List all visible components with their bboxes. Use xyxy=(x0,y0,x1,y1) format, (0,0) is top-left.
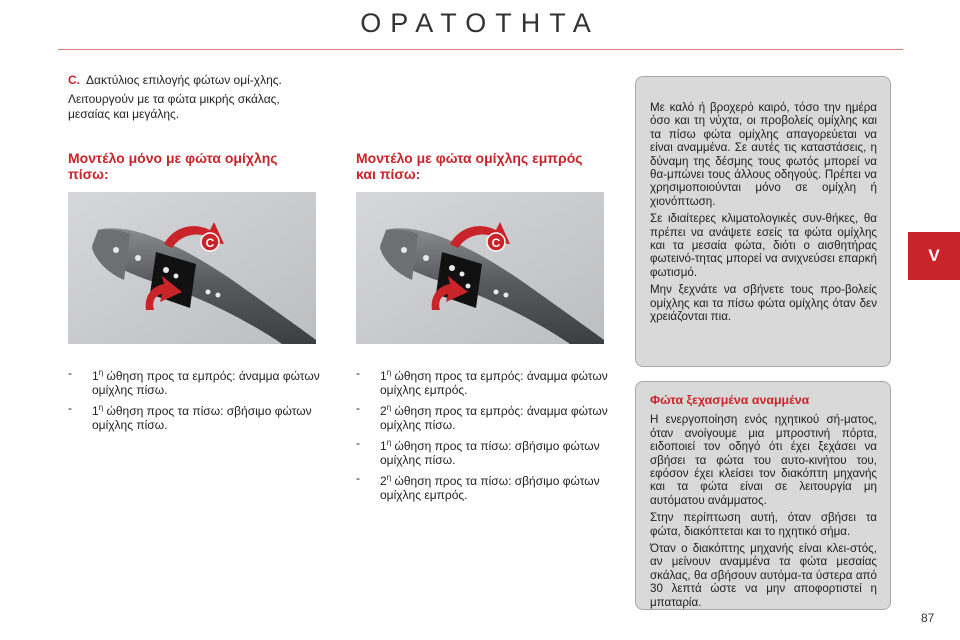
list-item xyxy=(68,366,320,397)
step-text: $1^\eta$ ώθηση προς τα εμπρός: άναμμα φώτων ομίχλης πίσω. xyxy=(92,368,320,397)
step-text: $1^\eta$ ώθηση προς τα πίσω: σβήσιμο φώτων ομίχλης πίσω. xyxy=(380,438,600,467)
list-item xyxy=(356,366,608,397)
info-paragraph: Σε ιδιαίτερες κλιματολογικές συν-θήκες, θα πρέπει να ανάψετε εσείς τα φώτα ομίχλης και τα μεσαία φώτα, διότι ο αισθητήρας φωτεινό-τητας μπορεί να ανιχνεύσει επαρκή φωτισμό. xyxy=(650,212,877,279)
step-text: $2^\eta$ ώθηση προς τα εμπρός: άναμμα φώτων ομίχλης πίσω. xyxy=(380,403,608,432)
stalk-illustration xyxy=(356,192,604,344)
list-bullet: - xyxy=(356,401,360,415)
list-bullet: - xyxy=(68,366,72,380)
stalk-photo-rear-fog xyxy=(68,192,316,344)
list-bullet: - xyxy=(356,471,360,485)
warning-paragraph: Όταν ο διακόπτης μηχανής είναι κλει-στός, αν μείνουν αναμμένα τα φώτα μεσαίας σκάλας, θα σβήσουν αυτόμα-τα ύστερα από 30 λεπτά ώστε να μην αποφορτιστεί η μπαταρία. xyxy=(650,542,877,609)
stalk-illustration xyxy=(68,192,316,344)
right-section-heading: Μοντέλο με φώτα ομίχλης εμπρός και πίσω: xyxy=(356,150,583,182)
list-bullet: - xyxy=(68,401,72,415)
intro-item-label: C. xyxy=(68,73,80,87)
intro-description: Λειτουργούν με τα φώτα μικρής σκάλας, μεσαίας και μεγάλης. xyxy=(68,92,280,121)
chapter-tab[interactable]: V xyxy=(908,232,960,280)
photo-callout: C xyxy=(205,236,215,250)
intro-item xyxy=(68,73,320,88)
list-item xyxy=(356,471,608,502)
warning-box xyxy=(635,381,891,610)
right-steps-list xyxy=(356,366,608,506)
left-section-heading: Μοντέλο μόνο με φώτα ομίχλης πίσω: xyxy=(68,150,278,182)
info-box xyxy=(635,76,891,367)
intro-item-text: Δακτύλιος επιλογής φώτων ομί-χλης. xyxy=(86,73,282,87)
list-bullet: - xyxy=(356,366,360,380)
stalk-photo-front-rear-fog xyxy=(356,192,604,344)
list-item xyxy=(356,436,608,467)
page-title: ΟΡΑΤΟΤΗΤΑ xyxy=(360,8,600,38)
left-steps-list xyxy=(68,366,320,436)
warning-box-title: Φώτα ξεχασμένα αναμμένα xyxy=(650,393,810,407)
intro-block xyxy=(68,73,320,122)
info-paragraph: Μην ξεχνάτε να σβήνετε τους προ-βολείς ομίχλης και τα πίσω φώτα ομίχλης όταν δεν χρειάζονται πια. xyxy=(650,283,877,324)
warning-paragraph: Στην περίπτωση αυτή, όταν σβήσει τα φώτα, διακόπτεται και το ηχητικό σήμα. xyxy=(650,511,877,538)
list-bullet: - xyxy=(356,436,360,450)
photo-callout: C xyxy=(491,236,501,250)
info-paragraph: Με καλό ή βροχερό καιρό, τόσο την ημέρα όσο και τη νύχτα, οι προβολείς ομίχλης και τα πίσω φώτα ομίχλης απαγορεύεται να είναι αναμμένα. Σε αυτές τις καταστάσεις, η δύναμη της δέσμης τους φωτός μπορεί να θα-μπώνει τους άλλους οδηγούς. Πρέπει να χρησιμοποιούνται μόνο σε ομίχλη ή χιονόπτωση. xyxy=(650,101,877,208)
warning-paragraph: Η ενεργοποίηση ενός ηχητικού σή-ματος, όταν ανοίγουμε μια μπροστινή πόρτα, ειδοποιεί τον οδηγό ότι έχει ξεχάσει να σβήσει τα φώτα του αυτο-κινήτου του, εφόσον έχει κλείσει τον διακόπτη μηχανής και τα φώτα είναι σε λειτουργία μη αυτόματου ανάμματος. xyxy=(650,413,877,507)
list-item xyxy=(68,401,320,432)
page-number: 87 xyxy=(921,611,935,625)
step-text: $2^\eta$ ώθηση προς τα πίσω: σβήσιμο φώτων ομίχλης εμπρός. xyxy=(380,473,600,502)
step-text: $1^\eta$ ώθηση προς τα εμπρός: άναμμα φώτων ομίχλης εμπρός. xyxy=(380,368,608,397)
step-text: $1^\eta$ ώθηση προς τα πίσω: σβήσιμο φώτων ομίχλης πίσω. xyxy=(92,403,312,432)
title-divider xyxy=(58,49,903,50)
list-item xyxy=(356,401,608,432)
